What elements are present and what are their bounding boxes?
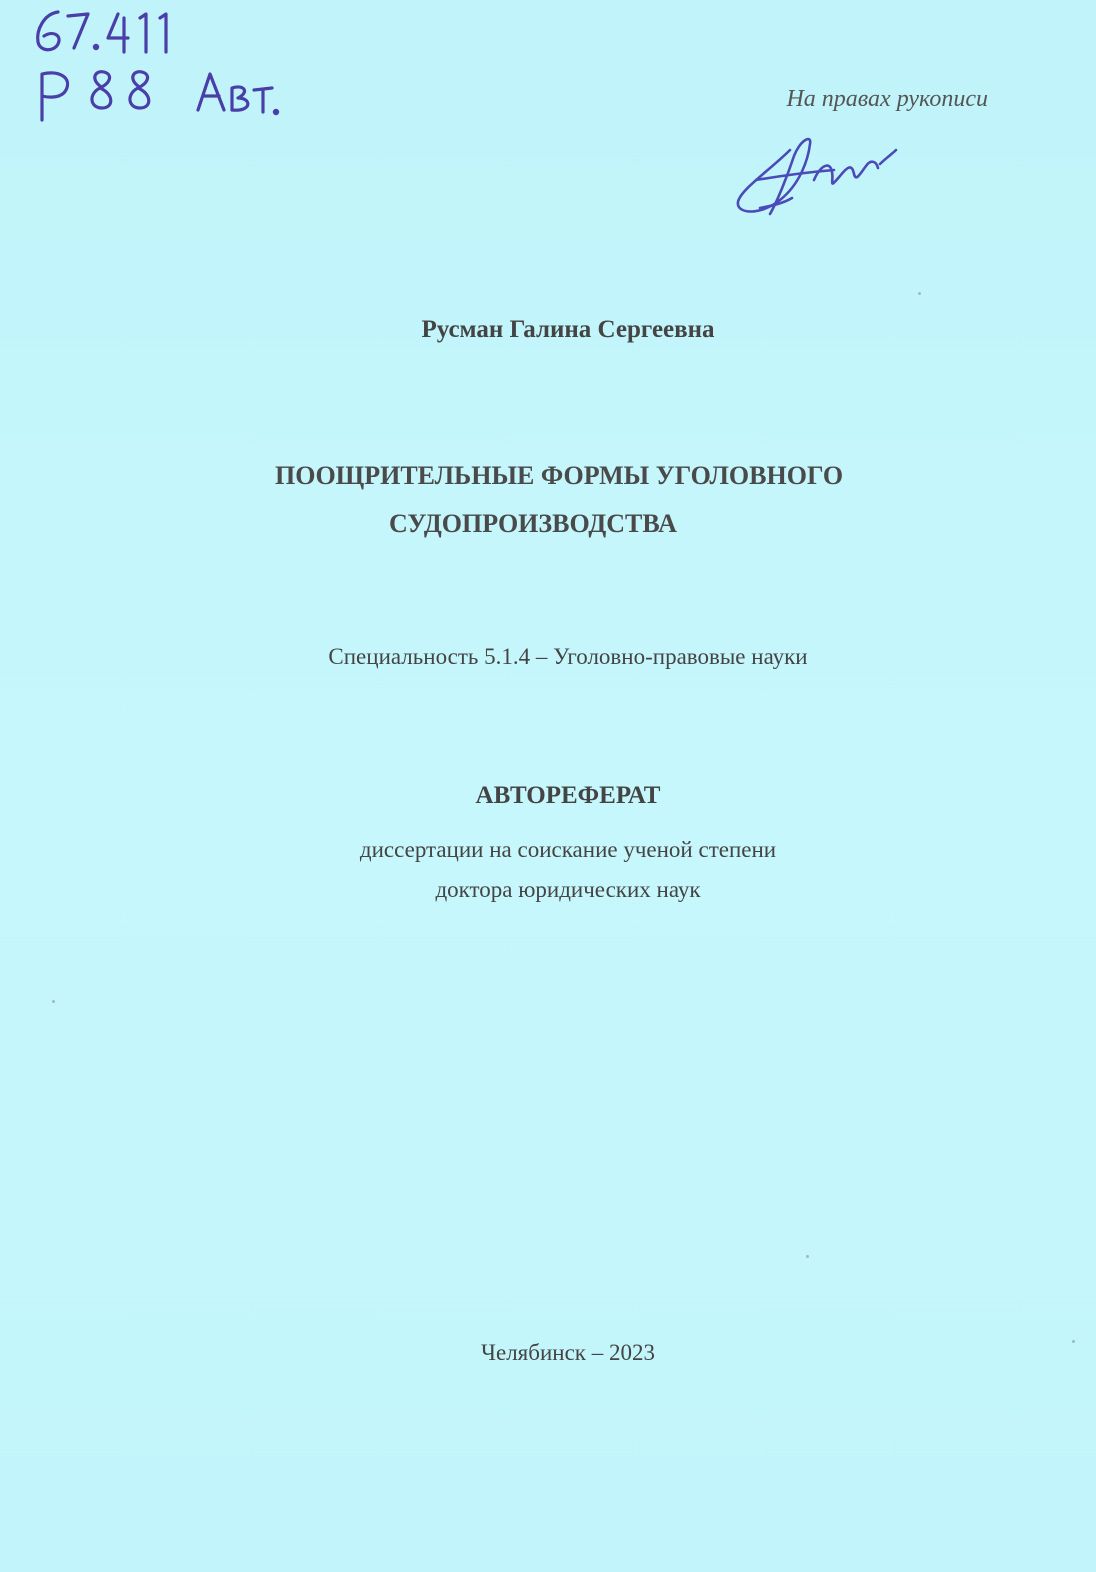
paper-speck	[52, 1000, 55, 1003]
author-name: Русман Галина Сергеевна	[421, 316, 715, 343]
handwritten-shelf-mark-drawing	[0, 0, 320, 140]
title-line-2: СУДОПРОИЗВОДСТВА	[389, 509, 677, 538]
specialty: Специальность 5.1.4 – Уголовно-правовые науки	[328, 644, 808, 669]
degree-description	[0, 830, 1096, 910]
paper-speck	[918, 292, 921, 295]
paper-speck	[1072, 1340, 1075, 1343]
dissertation-title	[0, 452, 1096, 548]
city-year: Челябинск – 2023	[481, 1340, 655, 1365]
document-type: АВТОРЕФЕРАТ	[475, 782, 661, 809]
title-line-1: ПООЩРИТЕЛЬНЫЕ ФОРМЫ УГОЛОВНОГО	[275, 461, 844, 490]
degree-line-1: диссертации на соискание ученой степени	[359, 837, 777, 862]
handwritten-shelf-mark	[0, 0, 320, 140]
signature	[730, 120, 920, 230]
degree-line-2: доктора юридических наук	[435, 877, 701, 902]
rights-note: На правах рукописи	[786, 86, 988, 112]
signature-drawing	[730, 120, 920, 230]
paper-speck	[806, 1255, 809, 1258]
